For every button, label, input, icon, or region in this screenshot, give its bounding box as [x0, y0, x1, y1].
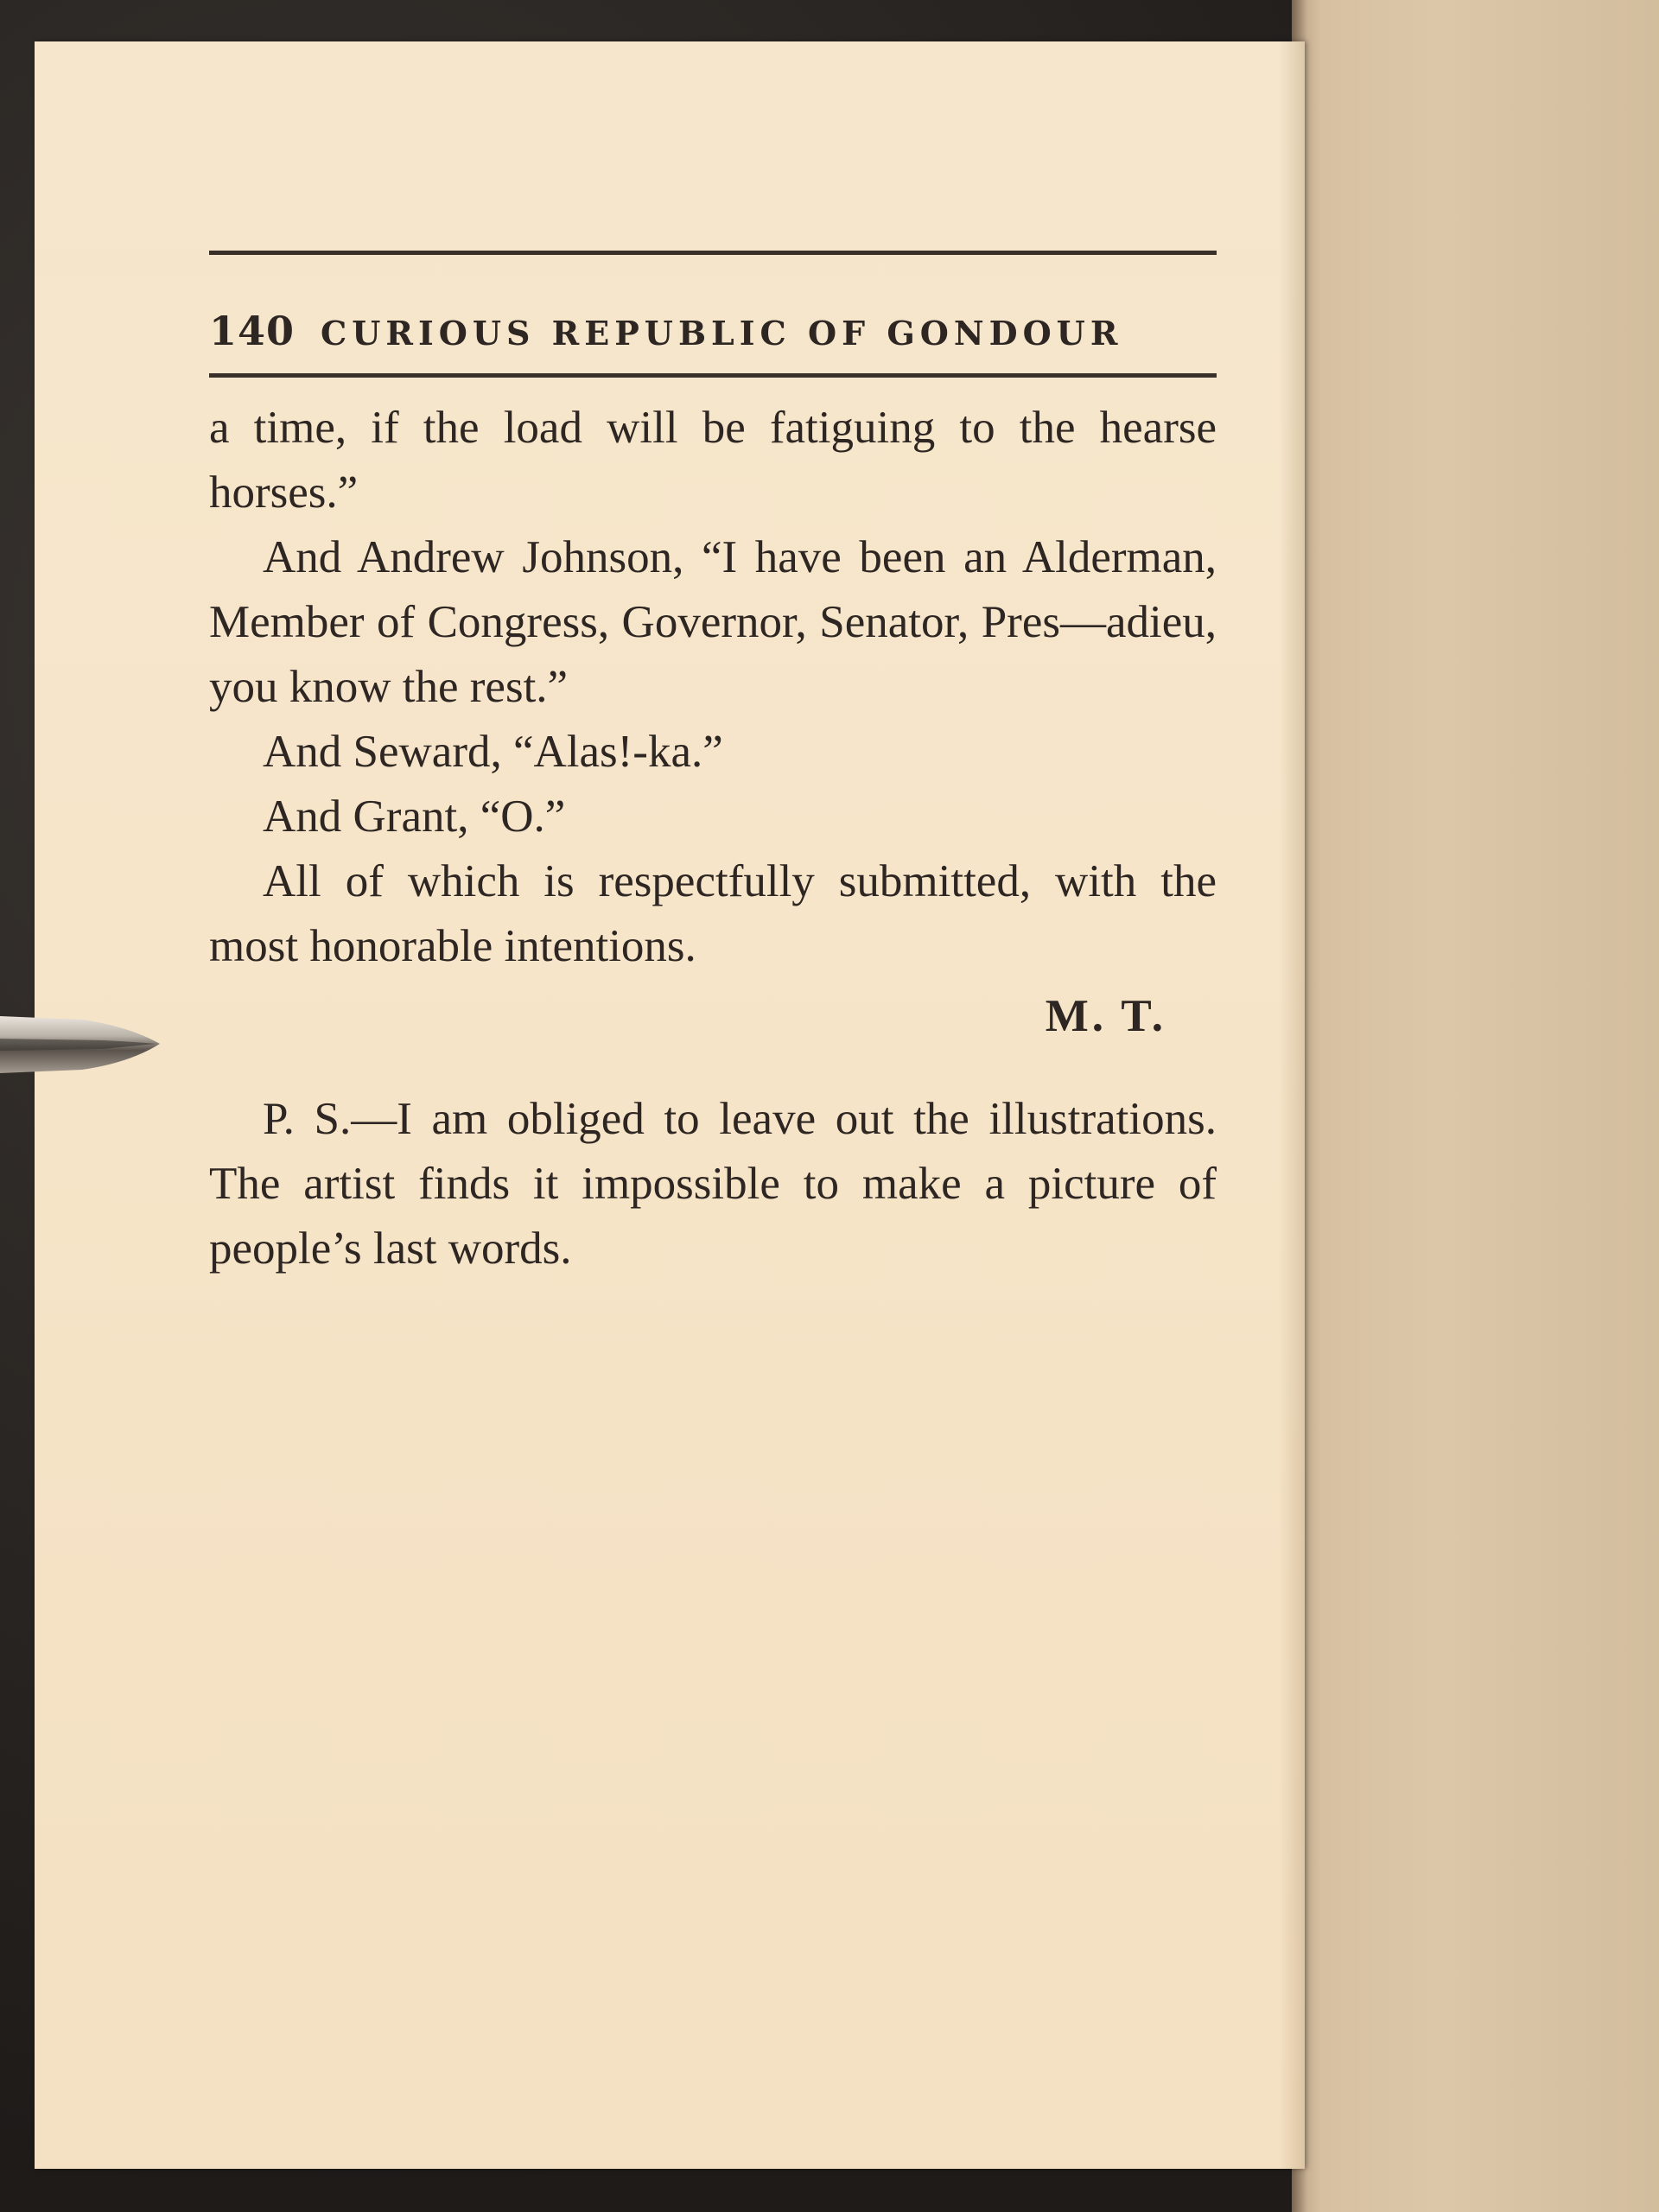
header-rule-bottom [209, 373, 1217, 378]
paragraph-postscript: P. S.—I am obliged to leave out the illustrations. The artist finds it impossible to make a picture of people’s last words. [209, 1094, 1217, 1274]
paragraph-grant: And Grant, “O.” [263, 791, 566, 842]
signature: M. T. [1045, 991, 1166, 1041]
running-head [209, 251, 1217, 354]
header-line [209, 308, 1217, 354]
paragraph-continuation: a time, if the load will be fatiguing to the hearse horses.” [209, 403, 1217, 518]
book-page [35, 41, 1305, 2169]
running-title: CURIOUS REPUBLIC OF GONDOUR [321, 314, 1123, 353]
page-number: 140 [209, 308, 296, 354]
paragraph-johnson: And Andrew Johnson, “I have been an Alderman, Member of Congress, Governor, Senator, Pres—adieu, you know the rest.” [209, 532, 1217, 712]
paragraph-submitted: All of which is respectfully submitted, with the most honorable intentions. [209, 856, 1217, 971]
header-rule-top [209, 251, 1217, 255]
paragraph-seward: And Seward, “Alas!-ka.” [263, 727, 723, 777]
body-text [209, 396, 1217, 1281]
pen-tip-icon [0, 1001, 164, 1087]
facing-page-edge [1292, 0, 1659, 2212]
